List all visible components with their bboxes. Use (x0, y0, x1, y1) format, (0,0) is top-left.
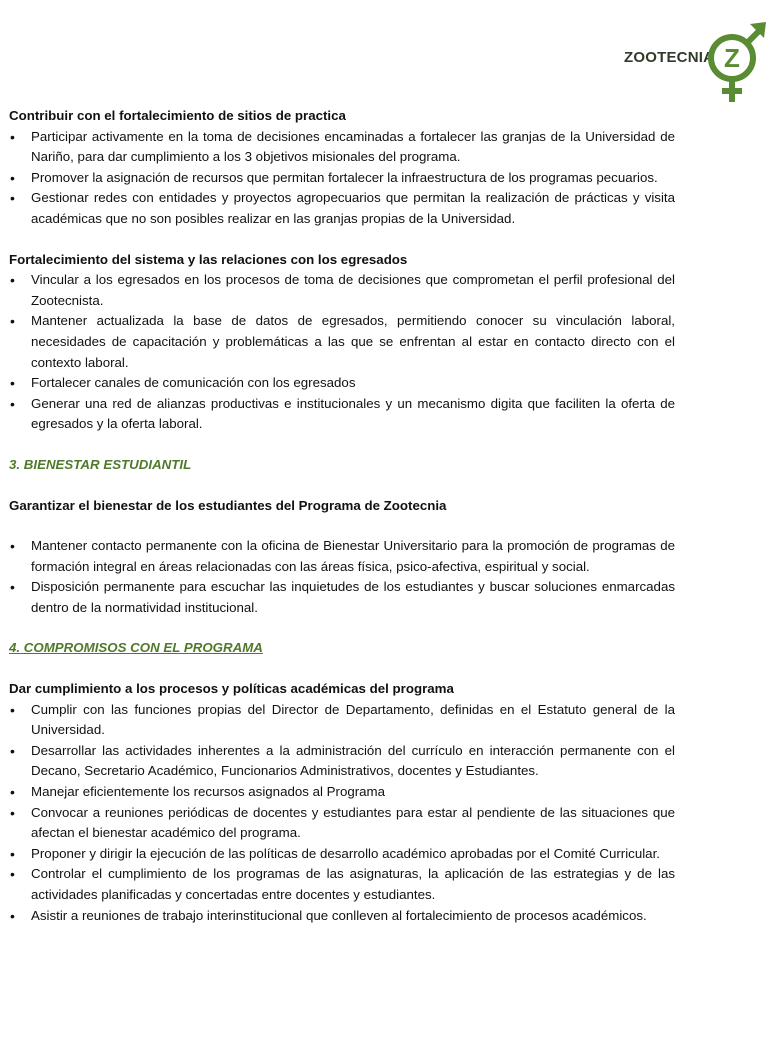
list-item: • Participar activamente en la toma de decisiones encaminadas a fortalecer las granjas de la Universidad de Nariño, para dar cumplimiento a los 3 objetivos misionales del programa. (9, 127, 675, 168)
logo-letter: Z (724, 43, 740, 73)
list-item: • Mantener actualizada la base de datos de egresados, permitiendo conocer su vinculación laboral, necesidades de capacitación y problemáticas a las que se enfrentan al estar en contacto directo con el contexto laboral. (9, 311, 675, 373)
list-item: • Disposición permanente para escuchar las inquietudes de los estudiantes y buscar soluciones enmarcadas dentro de la normatividad institucional. (9, 577, 675, 618)
bullet-list (9, 270, 675, 435)
program-logo (624, 20, 768, 104)
list-item: • Desarrollar las actividades inherentes a la administración del currículo en interacción permanente con el Decano, Secretario Académico, Funcionarios Administrativos, docentes y Estudiantes. (9, 741, 675, 782)
list-item: • Proponer y dirigir la ejecución de las políticas de desarrollo académico aprobadas por el Comité Curricular. (9, 844, 675, 865)
bullet-list (9, 700, 675, 927)
list-item: • Manejar eficientemente los recursos asignados al Programa (9, 782, 675, 803)
bullet-list (9, 536, 675, 618)
section-heading: Fortalecimiento del sistema y las relaciones con los egresados (9, 251, 408, 267)
list-item: • Fortalecer canales de comunicación con los egresados (9, 373, 675, 394)
section-title: 3. BIENESTAR ESTUDIANTIL (9, 456, 192, 472)
list-item: • Vincular a los egresados en los procesos de toma de decisiones que comprometan el perfil profesional del Zootecnista. (9, 270, 675, 311)
list-item: • Cumplir con las funciones propias del Director de Departamento, definidas en el Estatuto general de la Universidad. (9, 700, 675, 741)
section-heading: Dar cumplimiento a los procesos y políticas académicas del programa (9, 681, 454, 697)
list-item: • Gestionar redes con entidades y proyectos agropecuarios que permitan la realización de prácticas y visita académicas que no son posibles realizar en las granjas propias de la Universidad. (9, 188, 675, 229)
list-item: • Generar una red de alianzas productivas e institucionales y un mecanismo digita que faciliten la oferta de egresados y la oferta laboral. (9, 394, 675, 435)
section-heading: Garantizar el bienestar de los estudiantes del Programa de Zootecnia (9, 497, 447, 513)
gender-symbol-icon (704, 20, 768, 104)
list-item: • Mantener contacto permanente con la oficina de Bienestar Universitario para la promoción de programas de formación integral en áreas relacionadas con las áreas física, psico-afectiva, espiritual y social. (9, 536, 675, 577)
section-heading: Contribuir con el fortalecimiento de sitios de practica (9, 108, 346, 123)
bullet-list (9, 127, 675, 230)
section-title: 4. COMPROMISOS CON EL PROGRAMA (9, 640, 263, 656)
document-body (9, 106, 675, 926)
list-item: • Asistir a reuniones de trabajo interinstitucional que conlleven al fortalecimiento de procesos académicos. (9, 906, 675, 927)
list-item: • Controlar el cumplimiento de los programas de las asignaturas, la aplicación de las estrategias y de las actividades planificadas y concertadas entre docentes y estudiantes. (9, 864, 675, 905)
list-item: • Convocar a reuniones periódicas de docentes y estudiantes para estar al pendiente de las situaciones que afectan el bienestar académico del programa. (9, 803, 675, 844)
list-item: • Promover la asignación de recursos que permitan fortalecer la infraestructura de los programas pecuarios. (9, 168, 675, 189)
logo-text: ZOOTECNIA (624, 49, 715, 66)
